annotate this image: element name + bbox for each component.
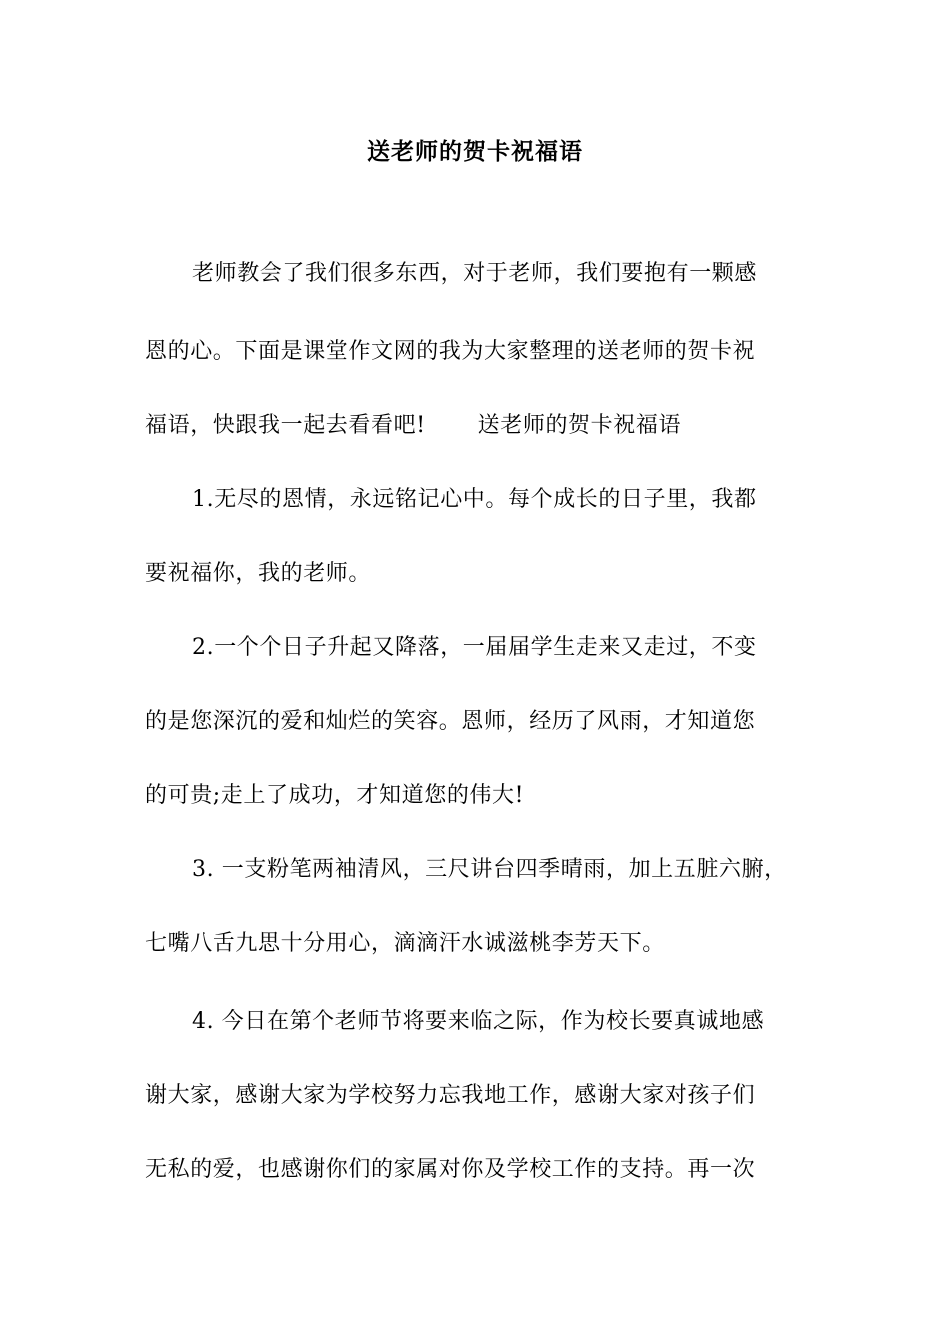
text-line: 的可贵;走上了成功，才知道您的伟大! [145, 783, 525, 808]
text-line-with-subheading [145, 411, 681, 441]
text-line: 3. 一支粉笔两袖清风，三尺讲台四季晴雨，加上五脏六腑， [192, 857, 787, 882]
text-line: 谢大家，感谢大家为学校努力忘我地工作，感谢大家对孩子们 [145, 1083, 756, 1108]
inline-subheading: 送老师的贺卡祝福语 [477, 413, 682, 438]
text-line: 2.一个个日子升起又降落，一届届学生走来又走过，不变 [192, 635, 757, 660]
document-title: 送老师的贺卡祝福语 [367, 138, 583, 165]
text-line: 老师教会了我们很多东西，对于老师，我们要抱有一颗感 [192, 261, 758, 286]
text-line: 福语，快跟我一起去看看吧! [145, 413, 426, 438]
text-line: 七嘴八舌九思十分用心，滴滴汗水诚滋桃李芳天下。 [145, 931, 665, 956]
text-line: 要祝福你，我的老师。 [145, 561, 372, 586]
text-line: 无私的爱，也感谢你们的家属对你及学校工作的支持。再一次 [145, 1157, 756, 1182]
text-line: 恩的心。下面是课堂作文网的我为大家整理的送老师的贺卡祝 [145, 339, 756, 364]
text-line: 1.无尽的恩情，永远铭记心中。每个成长的日子里，我都 [192, 487, 757, 512]
text-line: 的是您深沉的爱和灿烂的笑容。恩师，经历了风雨，才知道您 [145, 709, 756, 734]
text-line: 4. 今日在第个老师节将要来临之际，作为校长要真诚地感 [192, 1009, 765, 1034]
